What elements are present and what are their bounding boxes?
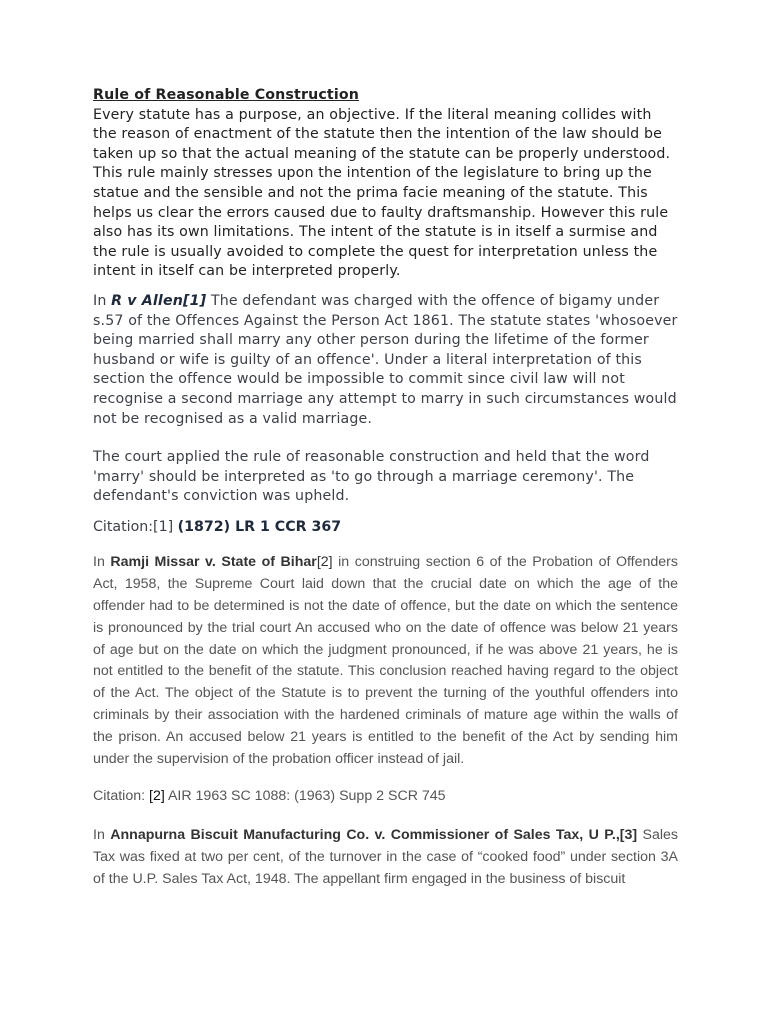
annapurna-case-name: Annapurna Biscuit Manufacturing Co. v. Commissioner of Sales Tax, U P.,[3]	[110, 827, 638, 844]
intro-text: Every statute has a purpose, an objective. If the literal meaning collides with the reason of enactment of the statute then the intention of the law should be taken up so that the actual meaning of the statute can be properly understood. This rule mainly stresses upon the intention of the legislature to bring up the statue and the sensible and not the prima facie meaning of the statute. This helps us clear the errors caused due to faulty draftsmanship. However this rule also has its own limitations. The intent of the statute is in itself a surmise and the rule is usually avoided to complete the quest for interpretation unless the intent in itself can be interpreted properly.	[93, 106, 671, 280]
allen-citation-ref: (1872) LR 1 CCR 367	[177, 518, 342, 535]
document-body	[93, 86, 678, 891]
allen-text: The defendant was charged with the offence of bigamy under s.57 of the Offences Against the Person Act 1861. The statute states 'whosoever being married shall marry any other person during the lifetime of the former husband or wife is guilty of an offence'. Under a literal interpretation of this section the offence would be impossible to commit since civil law will not recognise a second marriage any attempt to marry in such circumstances would not be recognised as a valid marriage.	[93, 292, 678, 427]
ramji-text: in construing section 6 of the Probation of Offenders Act, 1958, the Supreme Court laid down that the crucial date on which the age of the offender had to be determined is not the date of offence, but the date on which the sentence is pronounced by the trial court An accused who on the date of offence was below 21 years of age but on the date on which the judgment pronounced, if he was above 21 years, he is not entitled to the benefit of the statute. This conclusion reached having regard to the object of the Act. The object of the Statute is to prevent the turning of the youthful offenders into criminals by their association with the hardened criminals of mature age within the walls of the prison. An accused below 21 years is entitled to the benefit of the Act by sending him under the supervision of the probation officer instead of jail.	[93, 554, 678, 767]
allen-case-name[interactable]: R v Allen[1]	[111, 292, 207, 309]
annapurna-text: Sales Tax was fixed at two per cent, of the turnover in the case of “cooked food” under section 3A of the U.P. Sales Tax Act, 1948. The appellant firm engaged in the business of biscuit	[93, 827, 679, 887]
allen-holding: The court applied the rule of reasonable construction and held that the word 'marry' should be interpreted as 'to go through a marriage ceremony'. The defendant's conviction was upheld.	[93, 449, 650, 505]
annapurna-prefix: In	[93, 827, 111, 844]
intro-paragraph	[93, 86, 678, 282]
section-heading: Rule of Reasonable Construction	[93, 87, 360, 103]
ramji-citation-footnote-link[interactable]: [2]	[149, 788, 165, 805]
ramji-footnote-link[interactable]: [2]	[316, 554, 333, 571]
ramji-citation	[93, 786, 678, 808]
allen-citation	[93, 518, 678, 538]
ramji-case-name: Ramji Missar v. State of Bihar	[110, 554, 317, 571]
allen-paragraph	[93, 292, 678, 429]
ramji-paragraph	[93, 552, 678, 770]
annapurna-paragraph	[93, 825, 678, 890]
allen-prefix: In	[93, 292, 112, 309]
ramji-citation-text: AIR 1963 SC 1088: (1963) Supp 2 SCR 745	[164, 788, 446, 805]
ramji-prefix: In	[93, 554, 111, 571]
allen-citation-label: Citation:[1]	[93, 518, 178, 535]
ramji-citation-label: Citation:	[93, 788, 149, 805]
